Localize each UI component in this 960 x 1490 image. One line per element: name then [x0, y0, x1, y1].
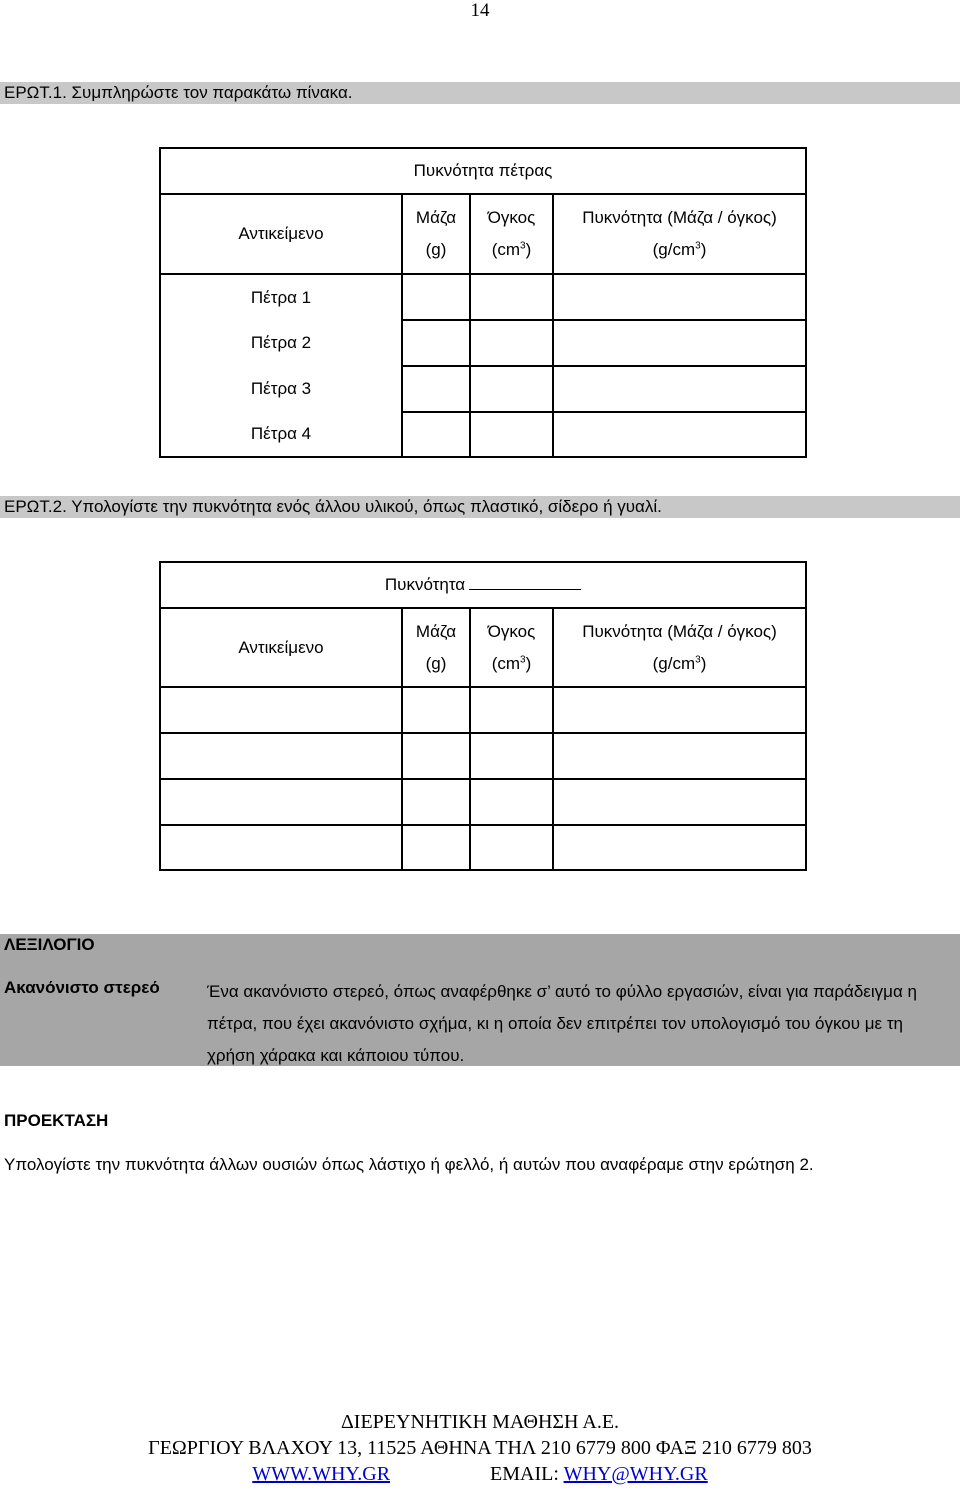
header-mass: Μάζα (g)	[402, 608, 470, 687]
density-cell[interactable]	[553, 320, 806, 366]
email-link[interactable]: WHY@WHY.GR	[563, 1463, 708, 1485]
mass-cell[interactable]	[402, 412, 470, 457]
mass-cell[interactable]	[402, 825, 470, 870]
extension-title: ΠΡΟΕΚΤΑΣΗ	[4, 1111, 109, 1130]
volume-cell[interactable]	[470, 320, 553, 366]
mass-cell[interactable]	[402, 274, 470, 320]
question-1-text: ΕΡΩΤ.1. Συμπληρώστε τον παρακάτω πίνακα.	[4, 83, 353, 102]
website-link[interactable]: WWW.WHY.GR	[252, 1463, 391, 1485]
row-label: Πέτρα 4	[160, 412, 402, 457]
volume-cell[interactable]	[470, 779, 553, 825]
question-1-bar	[0, 82, 960, 104]
footer-company: ΔΙΕΡΕΥΝΗΤΙΚΗ ΜΑΘΗΣΗ Α.Ε.	[340, 1411, 620, 1433]
mass-cell[interactable]	[402, 366, 470, 412]
volume-cell[interactable]	[470, 687, 553, 733]
header-mass: Μάζα (g)	[402, 194, 470, 274]
volume-cell[interactable]	[470, 733, 553, 779]
object-cell[interactable]	[160, 779, 402, 825]
email-label: EMAIL:	[490, 1463, 564, 1485]
object-cell[interactable]	[160, 825, 402, 870]
header-object: Αντικείμενο	[160, 194, 402, 274]
mass-cell[interactable]	[402, 733, 470, 779]
row-label: Πέτρα 3	[160, 366, 402, 412]
stone-density-table	[159, 147, 807, 458]
density-cell[interactable]	[553, 412, 806, 457]
question-2-bar	[0, 496, 960, 518]
header-volume: Όγκος $(cm^3)$	[470, 194, 553, 274]
extension-text: Υπολογίστε την πυκνότητα άλλων ουσιών όπως λάστιχο ή φελλό, ή αυτών που αναφέραμε στην ερώτηση 2.	[4, 1155, 814, 1174]
density-cell[interactable]	[553, 825, 806, 870]
mass-cell[interactable]	[402, 779, 470, 825]
footer-contacts	[0, 1463, 960, 1486]
glossary-term: Ακανόνιστο στερεό	[4, 978, 160, 997]
density-cell[interactable]	[553, 779, 806, 825]
fill-in-blank[interactable]	[469, 575, 581, 590]
mass-cell[interactable]	[402, 320, 470, 366]
header-object: Αντικείμενο	[160, 608, 402, 687]
material-density-table	[159, 561, 807, 871]
density-cell[interactable]	[553, 366, 806, 412]
row-label: Πέτρα 2	[160, 320, 402, 366]
volume-cell[interactable]	[470, 825, 553, 870]
density-cell[interactable]	[553, 274, 806, 320]
density-cell[interactable]	[553, 687, 806, 733]
object-cell[interactable]	[160, 733, 402, 779]
glossary-definition: Ένα ακανόνιστο στερεό, όπως αναφέρθηκε σ’ αυτό το φύλλο εργασιών, είναι για παράδειγμα η πέτρα, που έχει ακανόνιστο σχήμα, κι η οποία δεν επιτρέπει τον υπολογισμό του όγκου με τη χρήση χάρακα και κάποιου τύπου.	[207, 982, 917, 1065]
volume-cell[interactable]	[470, 274, 553, 320]
volume-cell[interactable]	[470, 366, 553, 412]
table-title: Πυκνότητα πέτρας	[160, 148, 806, 194]
density-cell[interactable]	[553, 733, 806, 779]
glossary-title: ΛΕΞΙΛΟΓΙΟ	[4, 935, 95, 954]
header-density: Πυκνότητα (Μάζα / όγκος) $(g/cm^3)$	[553, 194, 806, 274]
header-volume: Όγκος $(cm^3)$	[470, 608, 553, 687]
mass-cell[interactable]	[402, 687, 470, 733]
header-density: Πυκνότητα (Μάζα / όγκος) $(g/cm^3)$	[553, 608, 806, 687]
object-cell[interactable]	[160, 687, 402, 733]
footer-address: ΓΕΩΡΓΙΟΥ ΒΛΑΧΟΥ 13, 11525 ΑΘΗΝΑ ΤΗΛ 210 6779 800 ΦΑΞ 210 6779 803	[148, 1437, 812, 1459]
table-title: Πυκνότητα	[160, 562, 806, 608]
volume-cell[interactable]	[470, 412, 553, 457]
page-number: 14	[470, 0, 490, 21]
question-2-text: ΕΡΩΤ.2. Υπολογίστε την πυκνότητα ενός άλλου υλικού, όπως πλαστικό, σίδερο ή γυαλί.	[4, 497, 662, 516]
row-label: Πέτρα 1	[160, 274, 402, 320]
